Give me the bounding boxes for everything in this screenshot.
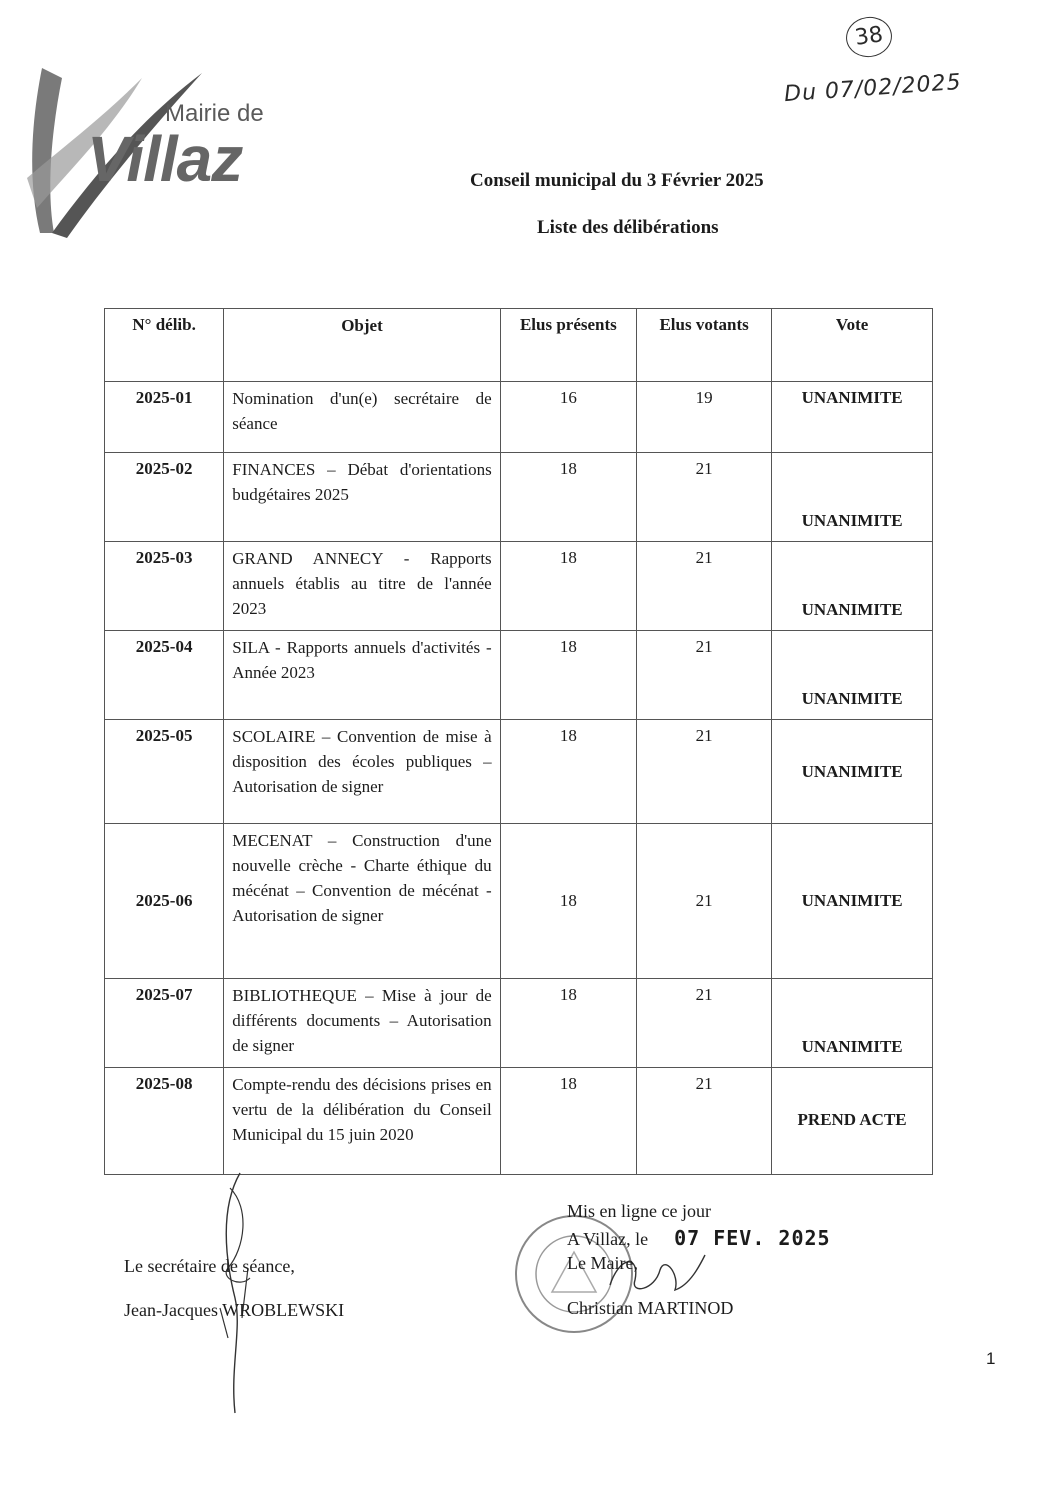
cell-presents: 18 (500, 542, 636, 631)
table-row (105, 979, 933, 1068)
cell-vote: PREND ACTE (797, 1110, 907, 1129)
cell-vote: UNANIMITE (801, 762, 903, 781)
table-row (105, 720, 933, 824)
published-line: Mis en ligne ce jour (567, 1201, 711, 1221)
cell-objet: MECENAT – Construction d'une nouvelle crèche - Charte éthique du mécénat – Convention de mécénat - Autorisation de signer (224, 824, 500, 979)
cell-objet: GRAND ANNECY - Rapports annuels établis au titre de l'année 2023 (224, 542, 500, 631)
deliberations-table (104, 308, 933, 1175)
cell-num: 2025-08 (105, 1068, 224, 1175)
cell-presents: 18 (500, 1068, 636, 1175)
cell-votants: 21 (637, 453, 772, 542)
secretary-name: Jean-Jacques WROBLEWSKI (124, 1300, 345, 1320)
cell-num: 2025-03 (105, 542, 224, 631)
table-row (105, 824, 933, 979)
cell-votants: 21 (637, 1068, 772, 1175)
place-label: A Villaz, le (567, 1229, 649, 1249)
cell-vote: UNANIMITE (772, 824, 933, 979)
cell-vote: UNANIMITE (801, 600, 903, 619)
stamped-date: 07 FEV. 2025 (674, 1226, 831, 1250)
logo-text-villaz: Villaz (87, 123, 243, 195)
cell-presents: 18 (500, 979, 636, 1068)
logo-text-mairie: Mairie de (165, 100, 264, 127)
table-row (105, 1068, 933, 1175)
place-date-line (567, 1226, 831, 1250)
table-row (105, 542, 933, 631)
handwritten-number: 38 (843, 14, 894, 60)
cell-objet: SILA - Rapports annuels d'activités - Année 2023 (224, 631, 500, 720)
secretary-role: Le secrétaire de séance, (124, 1256, 295, 1276)
cell-objet: BIBLIOTHEQUE – Mise à jour de différents documents – Autorisation de signer (224, 979, 500, 1068)
cell-presents: 18 (500, 631, 636, 720)
cell-votants: 21 (637, 542, 772, 631)
cell-presents: 18 (500, 453, 636, 542)
cell-objet: FINANCES – Débat d'orientations budgétaires 2025 (224, 453, 500, 542)
cell-objet: SCOLAIRE – Convention de mise à disposition des écoles publiques – Autorisation de signer (224, 720, 500, 824)
cell-vote: UNANIMITE (801, 1037, 903, 1056)
cell-votants: 21 (637, 720, 772, 824)
cell-vote: UNANIMITE (801, 388, 903, 407)
cell-presents: 16 (500, 382, 636, 453)
mayor-name: Christian MARTINOD (567, 1298, 734, 1318)
cell-objet: Compte-rendu des décisions prises en vertu de la délibération du Conseil Municipal du 15 juin 2020 (224, 1068, 500, 1175)
mayor-role: Le Maire, (567, 1253, 638, 1273)
page-number: 1 (986, 1349, 996, 1368)
cell-num: 2025-04 (105, 631, 224, 720)
page-subtitle: Liste des délibérations (537, 217, 719, 238)
header-num: N° délib. (105, 309, 224, 382)
cell-num: 2025-05 (105, 720, 224, 824)
cell-votants: 21 (637, 631, 772, 720)
handwritten-date: Du 07/02/2025 (783, 69, 963, 108)
table-row (105, 453, 933, 542)
cell-vote: UNANIMITE (801, 511, 903, 530)
cell-objet: Nomination d'un(e) secrétaire de séance (224, 382, 500, 453)
header-votants: Elus votants (637, 309, 772, 382)
cell-vote: UNANIMITE (801, 689, 903, 708)
cell-presents: 18 (500, 720, 636, 824)
cell-votants: 21 (637, 979, 772, 1068)
page-title: Conseil municipal du 3 Février 2025 (470, 170, 764, 191)
cell-num: 2025-02 (105, 453, 224, 542)
cell-num: 2025-01 (105, 382, 224, 453)
cell-votants: 21 (637, 824, 772, 979)
header-objet: Objet (224, 309, 500, 382)
table-header-row (105, 309, 933, 382)
signature-scribble-left (180, 1168, 330, 1418)
cell-num: 2025-06 (105, 824, 224, 979)
header-vote: Vote (772, 309, 933, 382)
cell-presents: 18 (500, 824, 636, 979)
cell-num: 2025-07 (105, 979, 224, 1068)
table-row (105, 382, 933, 453)
header-presents: Elus présents (500, 309, 636, 382)
cell-votants: 19 (637, 382, 772, 453)
table-row (105, 631, 933, 720)
